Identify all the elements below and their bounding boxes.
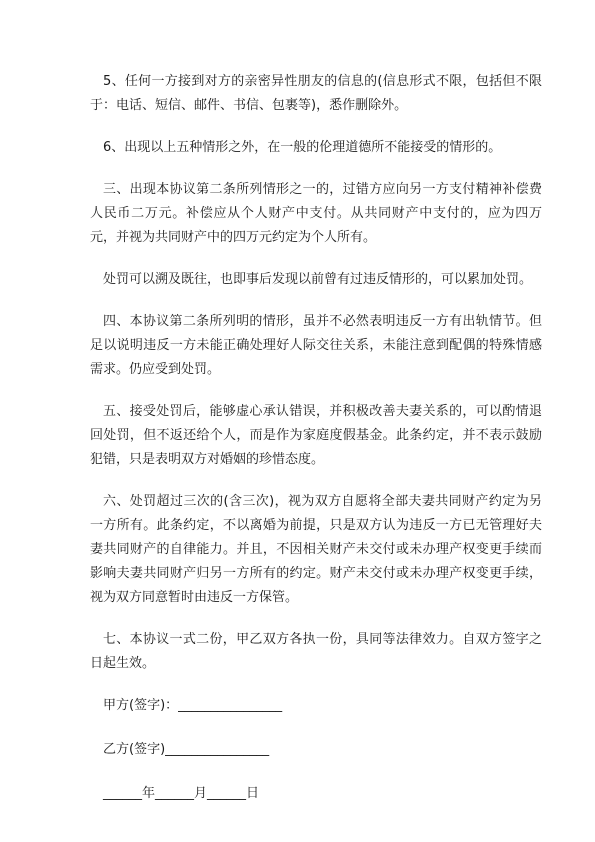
clause-6: 六、处罚超过三次的(含三次)，视为双方自愿将全部夫妻共同财产约定为另一方所有。此条约定，不以离婚为前提，只是双方认为违反一方已无管理好夫妻共同财产的自律能力。并且，不因相关财产未交付或未办理产权变更手续而影响夫妻共同财产归另一方所有的约定。财产未交付或未办理产权变更手续，视为双方同意暂时由违反一方保管。 bbox=[90, 494, 542, 605]
party-b-signature: 乙方(签字)________________ bbox=[103, 742, 270, 757]
clause-5: 五、接受处罚后，能够虚心承认错误，并积极改善夫妻关系的，可以酌情退回处罚，但不返还给个人，而是作为家庭度假基金。此条约定，并不表示鼓励犯错，只是表明双方对婚姻的珍惜态度。 bbox=[90, 404, 542, 467]
document-body bbox=[90, 70, 542, 806]
party-a-signature: 甲方(签字)：________________ bbox=[103, 698, 283, 713]
clause-3-retroactive-note: 处罚可以溯及既往，也即事后发现以前曾有过违反情形的，可以累加处罚。 bbox=[103, 272, 533, 287]
signature-date: ______年______月______日 bbox=[103, 786, 260, 801]
clause-2-item-6: 6、出现以上五种情形之外，在一般的伦理道德所不能接受的情形的。 bbox=[103, 140, 502, 155]
clause-7: 七、本协议一式二份，甲乙双方各执一份，具同等法律效力。自双方签字之日起生效。 bbox=[90, 632, 542, 671]
clause-2-item-5: 5、任何一方接到对方的亲密异性朋友的信息的(信息形式不限，包括但不限于：电话、短信、邮件、书信、包裹等)，悉作删除外。 bbox=[90, 74, 542, 113]
clause-3: 三、出现本协议第二条所列情形之一的，过错方应向另一方支付精神补偿费人民币二万元。补偿应从个人财产中支付。从共同财产中支付的，应为四万元，并视为共同财产中的四万元约定为个人所有。 bbox=[90, 182, 542, 245]
clause-4: 四、本协议第二条所列明的情形，虽并不必然表明违反一方有出轨情节。但足以说明违反一方未能正确处理好人际交往关系，未能注意到配偶的特殊情感需求。仍应受到处罚。 bbox=[90, 314, 542, 377]
